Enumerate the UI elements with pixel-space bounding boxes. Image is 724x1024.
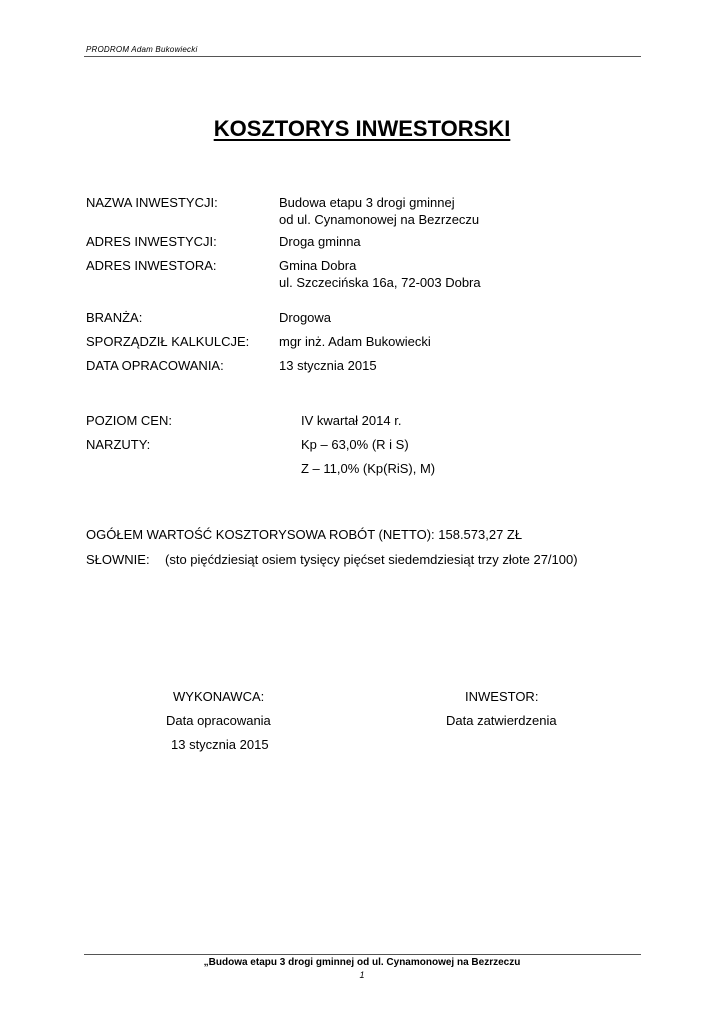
investor-address-label: ADRES INWESTORA:: [86, 258, 217, 273]
investment-address-value: Droga gminna: [279, 234, 361, 249]
contractor-label: WYKONAWCA:: [173, 689, 265, 704]
date-value: 13 stycznia 2015: [279, 358, 377, 373]
investor-address-line2: ul. Szczecińska 16a, 72-003 Dobra: [279, 275, 481, 290]
surcharge-kp: Kp – 63,0% (R i S): [301, 437, 409, 452]
header-divider: [84, 56, 641, 57]
branch-value: Drogowa: [279, 310, 332, 325]
price-level-label: POZIOM CEN:: [86, 413, 172, 428]
investor-date-label: Data zatwierdzenia: [446, 713, 557, 728]
surcharges-label: NARZUTY:: [86, 437, 151, 452]
footer-divider: [84, 954, 641, 955]
document-title: KOSZTORYS INWESTORSKI: [213, 116, 511, 141]
footer-project-name: „Budowa etapu 3 drogi gminnej od ul. Cynamonowej na Bezrzeczu: [203, 957, 521, 968]
investor-label: INWESTOR:: [465, 689, 539, 704]
contractor-date: 13 stycznia 2015: [171, 737, 269, 752]
page-number: 1: [359, 970, 365, 980]
amount-in-words-value: (sto pięćdziesiąt osiem tysięcy pięćset siedemdziesiąt trzy złote 27/100): [165, 552, 578, 567]
investment-name-line1: Budowa etapu 3 drogi gminnej: [279, 195, 455, 210]
price-level-value: IV kwartał 2014 r.: [301, 413, 402, 428]
investor-address-line1: Gmina Dobra: [279, 258, 357, 273]
contractor-date-label: Data opracowania: [166, 713, 271, 728]
investment-name-line2: od ul. Cynamonowej na Bezrzeczu: [279, 212, 480, 227]
header-author: PRODROM Adam Bukowiecki: [86, 45, 198, 54]
date-label: DATA OPRACOWANIA:: [86, 358, 224, 373]
investment-name-label: NAZWA INWESTYCJI:: [86, 195, 218, 210]
branch-label: BRANŻA:: [86, 310, 143, 325]
investment-address-label: ADRES INWESTYCJI:: [86, 234, 217, 249]
surcharge-z: Z – 11,0% (Kp(RiS), M): [301, 461, 436, 476]
amount-in-words-label: SŁOWNIE:: [86, 552, 150, 567]
prepared-by-label: SPORZĄDZIŁ KALKULCJE:: [86, 334, 250, 349]
total-value-line: OGÓŁEM WARTOŚĆ KOSZTORYSOWA ROBÓT (NETTO): 158.573,27 ZŁ: [86, 527, 523, 542]
prepared-by-value: mgr inż. Adam Bukowiecki: [279, 334, 431, 349]
